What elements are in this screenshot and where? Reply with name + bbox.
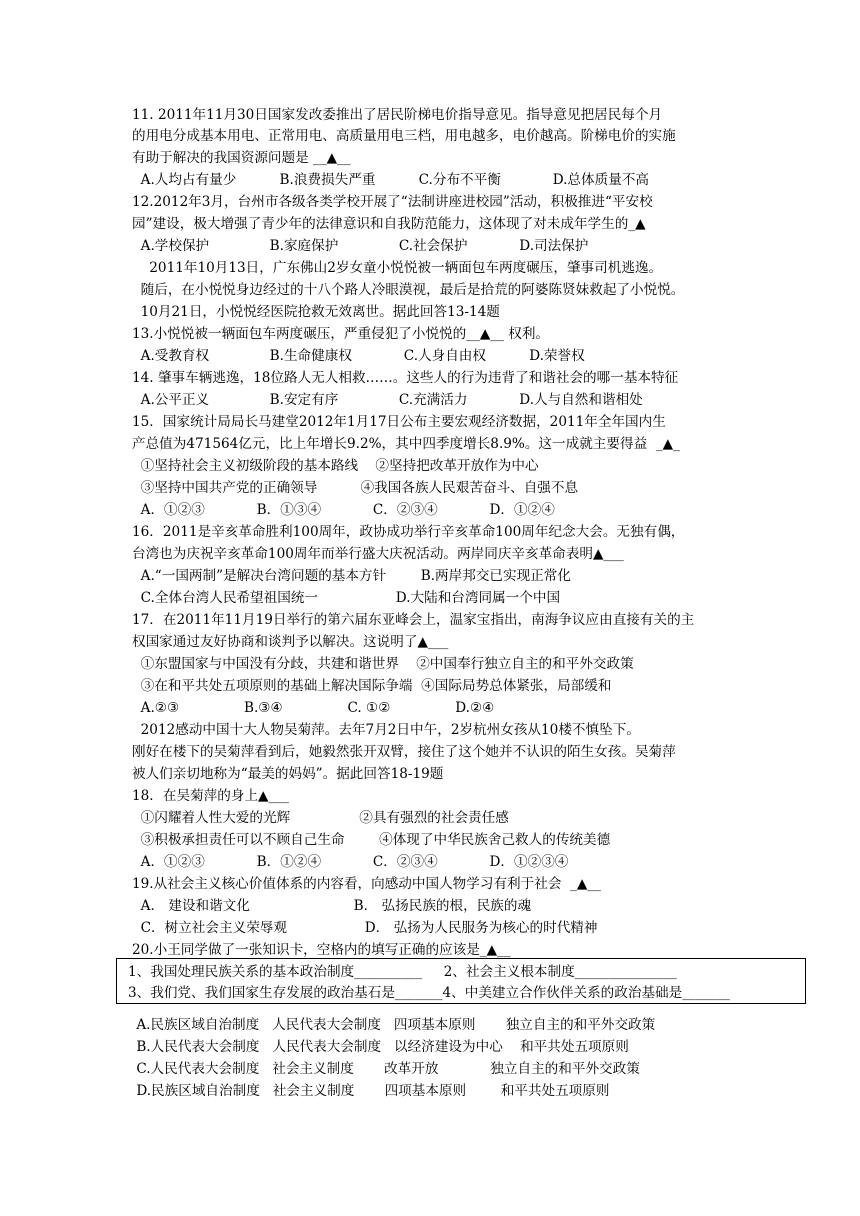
passage-b-line-3: 被人们亲切地称为“最美的妈妈”。据此回答18-19题 (132, 766, 444, 782)
q20-option-b: B.人民代表大会制度 人民代表大会制度 以经济建设为中心 和平共处五项原则 (132, 1039, 629, 1055)
q20-option-a: A.民族区域自治制度 人民代表大会制度 四项基本原则 独立自主的和平外交政策 (132, 1017, 656, 1033)
q11-line-3: 有助于解决的我国资源问题是 __▲__ (132, 150, 351, 166)
q15-statements-2: ③坚持中国共产党的正确领导 ④我国各族人民艰苦奋斗、自强不息 (132, 480, 579, 496)
q16-line-2: 台湾也为庆祝辛亥革命100周年而举行盛大庆祝活动。两岸同庆辛亥革命表明▲___ (132, 546, 624, 562)
q11-line-1: 11. 2011年11月30日国家发改委推出了居民阶梯电价指导意见。指导意见把居民每个月 (132, 107, 663, 123)
q15-statements-1: ①坚持社会主义初级阶段的基本路线 ②坚持把改革开放作为中心 (132, 458, 539, 474)
q19-options-1: A． 建设和谐文化 B． 弘扬民族的根，民族的魂 (132, 898, 532, 914)
q17-statements-1: ①东盟国家与中国没有分歧，共建和谐世界 ②中国奉行独立自主的和平外交政策 (132, 656, 634, 672)
q20-line-1: 20.小王同学做了一张知识卡，空格内的填写正确的应该是_▲__ (132, 942, 511, 958)
q12-line-2: 园”建设，极大增强了青少年的法律意识和自我防范能力，这体现了对未成年学生的_▲ (132, 216, 646, 232)
q16-line-1: 16．2011是辛亥革命胜利100周年，政协成功举行辛亥革命100周年纪念大会。无独有偶， (132, 524, 685, 540)
q14-options: A.公平正义 B.安定有序 C.充满活力 D.人与自然和谐相处 (132, 392, 643, 408)
q19-options-2: C．树立社会主义荣辱观 D． 弘扬为人民服务为核心的时代精神 (132, 920, 598, 936)
q13-options: A.受教育权 B.生命健康权 C.人身自由权 D.荣誉权 (132, 348, 585, 364)
q18-statements-1: ①闪耀着人性大爱的光辉 ②具有强烈的社会责任感 (132, 810, 509, 826)
q18-line-1: 18．在吴菊萍的身上▲___ (132, 788, 289, 804)
passage-a-line-2: 随后，在小悦悦身边经过的十八个路人冷眼漠视，最后是拾荒的阿婆陈贤妹救起了小悦悦。 (132, 282, 685, 298)
q15-line-2: 产总值为471564亿元，比上年增长9.2%，其中四季度增长8.9%。这一成就主要得益 _▲_ (132, 436, 680, 452)
q20-option-d: D.民族区域自治制度 社会主义制度 四项基本原则 和平共处五项原则 (132, 1083, 610, 1099)
q19-line-1: 19.从社会主义核心价值体系的内容看，向感动中国人物学习有利于社会 _▲__ (132, 876, 601, 892)
q20-option-c: C.人民代表大会制度 社会主义制度 改革开放 独立自主的和平外交政策 (132, 1061, 640, 1077)
knowledge-card-row-1: 1、我国处理民族关系的基本政治制度__________ 2、社会主义根本制度_______________ (128, 964, 677, 980)
knowledge-card-row-2: 3、我们党、我们国家生存发展的政治基石是_______4、中美建立合作伙伴关系的政治基础是_______ (128, 985, 730, 1001)
q17-line-2: 权国家通过友好协商和谈判予以解决。这说明了▲___ (132, 634, 449, 650)
passage-b-line-2: 刚好在楼下的吴菊萍看到后，她毅然张开双臂，接住了这个她并不认识的陌生女孩。吴菊萍 (132, 744, 676, 760)
passage-b-line-1: 2012感动中国十大人物吴菊萍。去年7月2日中午，2岁杭州女孩从10楼不慎坠下。 (132, 722, 640, 738)
q17-statements-2: ③在和平共处五项原则的基础上解决国际争端 ④国际局势总体紧张，局部缓和 (132, 678, 612, 694)
passage-a-line-3: 10月21日，小悦悦经医院抢救无效离世。据此回答13-14题 (132, 304, 500, 320)
q18-statements-2: ③积极承担责任可以不顾自己生命 ④体现了中华民族舍己救人的传统美德 (132, 832, 611, 848)
q17-options: A.②③ B.③④ C. ①② D.②④ (132, 700, 495, 716)
q15-line-1: 15．国家统计局局长马建堂2012年1月17日公布主要宏观经济数据，2011年全年国内生 (132, 414, 666, 430)
q15-options: A．①②③ B．①③④ C．②③④ D．①②④ (132, 502, 555, 518)
q12-options: A.学校保护 B.家庭保护 C.社会保护 D.司法保护 (132, 238, 589, 254)
q16-options-2: C.全体台湾人民希望祖国统一 D.大陆和台湾同属一个中国 (132, 590, 561, 606)
q11-options: A.人均占有量少 B.浪费损失严重 C.分布不平衡 D.总体质量不高 (132, 172, 649, 188)
passage-a-line-1: 2011年10月13日，广东佛山2岁女童小悦悦被一辆面包车两度碾压，肇事司机逃逸。 (132, 260, 663, 276)
q13-line-1: 13.小悦悦被一辆面包车两度碾压，严重侵犯了小悦悦的__▲__ 权利。 (132, 326, 550, 342)
q17-line-1: 17．在2011年11月19日举行的第六届东亚峰会上，温家宝指出，南海争议应由直接有关的主 (132, 612, 695, 628)
q14-line-1: 14. 肇事车辆逃逸，18位路人无人相救……。这些人的行为违背了和谐社会的哪一基本特征 (132, 370, 679, 386)
q11-line-2: 的用电分成基本用电、正常用电、高质量用电三档，用电越多，电价越高。阶梯电价的实施 (132, 128, 676, 144)
q12-line-1: 12.2012年3月，台州市各级各类学校开展了“法制讲座进校园”活动，积极推进“平安校 (132, 194, 653, 210)
q18-options: A．①②③ B．①②④ C．②③④ D．①②③④ (132, 854, 569, 870)
q16-options-1: A.“一国两制”是解决台湾问题的基本方针 B.两岸邦交已实现正常化 (132, 568, 571, 584)
